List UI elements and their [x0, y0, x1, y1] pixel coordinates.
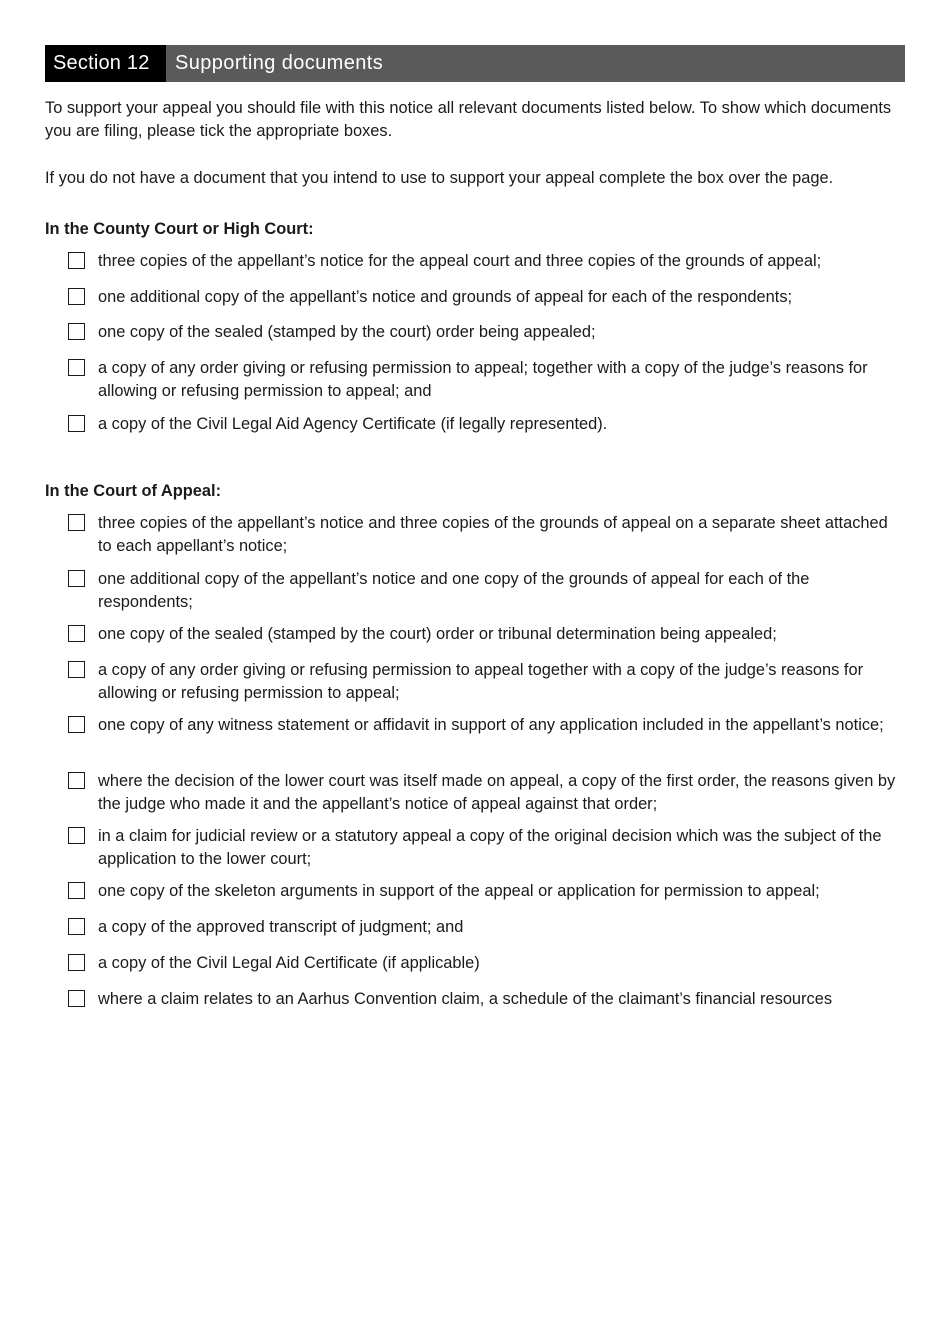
list-item [68, 413, 908, 436]
document-checkbox[interactable] [68, 323, 85, 340]
list-item-label: three copies of the appellant’s notice and three copies of the grounds of appeal on a separate sheet attached to each appellant’s notice; [98, 514, 888, 555]
list-item-label: one copy of the sealed (stamped by the court) order being appealed; [98, 323, 596, 341]
document-checkbox[interactable] [68, 570, 85, 587]
list-item [68, 321, 908, 344]
intro-paragraph: To support your appeal you should file with this notice all relevant documents listed below. To show which documents you are filing, please tick the appropriate boxes. [45, 99, 892, 140]
list-item [68, 568, 908, 614]
court-of-appeal-heading: In the Court of Appeal: [45, 482, 222, 500]
list-item [68, 770, 908, 816]
list-item [68, 659, 908, 705]
list-item-label: one copy of the sealed (stamped by the court) order or tribunal determination being appealed; [98, 625, 777, 643]
list-item [68, 623, 908, 646]
intro-note: If you do not have a document that you intend to use to support your appeal complete the box over the page. [45, 169, 834, 187]
document-checkbox[interactable] [68, 288, 85, 305]
list-item-label: a copy of any order giving or refusing permission to appeal; together with a copy of the judge’s reasons for allowing or refusing permission to appeal; and [98, 359, 868, 400]
section-header [45, 45, 905, 82]
document-checkbox[interactable] [68, 625, 85, 642]
section-title: Supporting documents [175, 52, 384, 74]
list-item [68, 825, 908, 871]
list-item-label: where a claim relates to an Aarhus Convention claim, a schedule of the claimant’s financial resources [98, 990, 833, 1008]
list-item-label: one additional copy of the appellant’s notice and grounds of appeal for each of the respondents; [98, 288, 793, 306]
document-checkbox[interactable] [68, 716, 85, 733]
document-checkbox[interactable] [68, 827, 85, 844]
section-number: Section 12 [45, 45, 166, 82]
list-item-label: in a claim for judicial review or a statutory appeal a copy of the original decision which was the subject of the application to the lower court; [98, 827, 882, 868]
list-item-label: a copy of the Civil Legal Aid Certificate (if applicable) [98, 954, 480, 972]
list-item [68, 286, 908, 309]
document-checkbox[interactable] [68, 772, 85, 789]
document-checkbox[interactable] [68, 252, 85, 269]
list-item-label: a copy of any order giving or refusing permission to appeal together with a copy of the judge’s reasons for allowing or refusing permission to appeal; [98, 661, 864, 702]
document-checkbox[interactable] [68, 990, 85, 1007]
document-checkbox[interactable] [68, 954, 85, 971]
list-item [68, 714, 908, 737]
list-item [68, 512, 908, 558]
document-checkbox[interactable] [68, 514, 85, 531]
document-checkbox[interactable] [68, 918, 85, 935]
list-item-label: where the decision of the lower court was itself made on appeal, a copy of the first order, the reasons given by the judge who made it and the appellant’s notice of appeal against that order; [98, 772, 896, 813]
list-item [68, 250, 908, 273]
document-checkbox[interactable] [68, 359, 85, 376]
list-item [68, 988, 908, 1011]
list-item-label: one additional copy of the appellant’s notice and one copy of the grounds of appeal for each of the respondents; [98, 570, 810, 611]
county-court-heading: In the County Court or High Court: [45, 220, 314, 238]
list-item-label: a copy of the Civil Legal Aid Agency Certificate (if legally represented). [98, 415, 608, 433]
document-checkbox[interactable] [68, 882, 85, 899]
document-checkbox[interactable] [68, 661, 85, 678]
list-item [68, 916, 908, 939]
list-item-label: a copy of the approved transcript of judgment; and [98, 918, 464, 936]
list-item-label: one copy of the skeleton arguments in support of the appeal or application for permission to appeal; [98, 882, 820, 900]
list-item [68, 880, 908, 903]
list-item [68, 952, 908, 975]
document-checkbox[interactable] [68, 415, 85, 432]
list-item-label: three copies of the appellant’s notice for the appeal court and three copies of the grounds of appeal; [98, 252, 822, 270]
list-item [68, 357, 908, 403]
list-item-label: one copy of any witness statement or affidavit in support of any application included in the appellant’s notice; [98, 716, 884, 734]
